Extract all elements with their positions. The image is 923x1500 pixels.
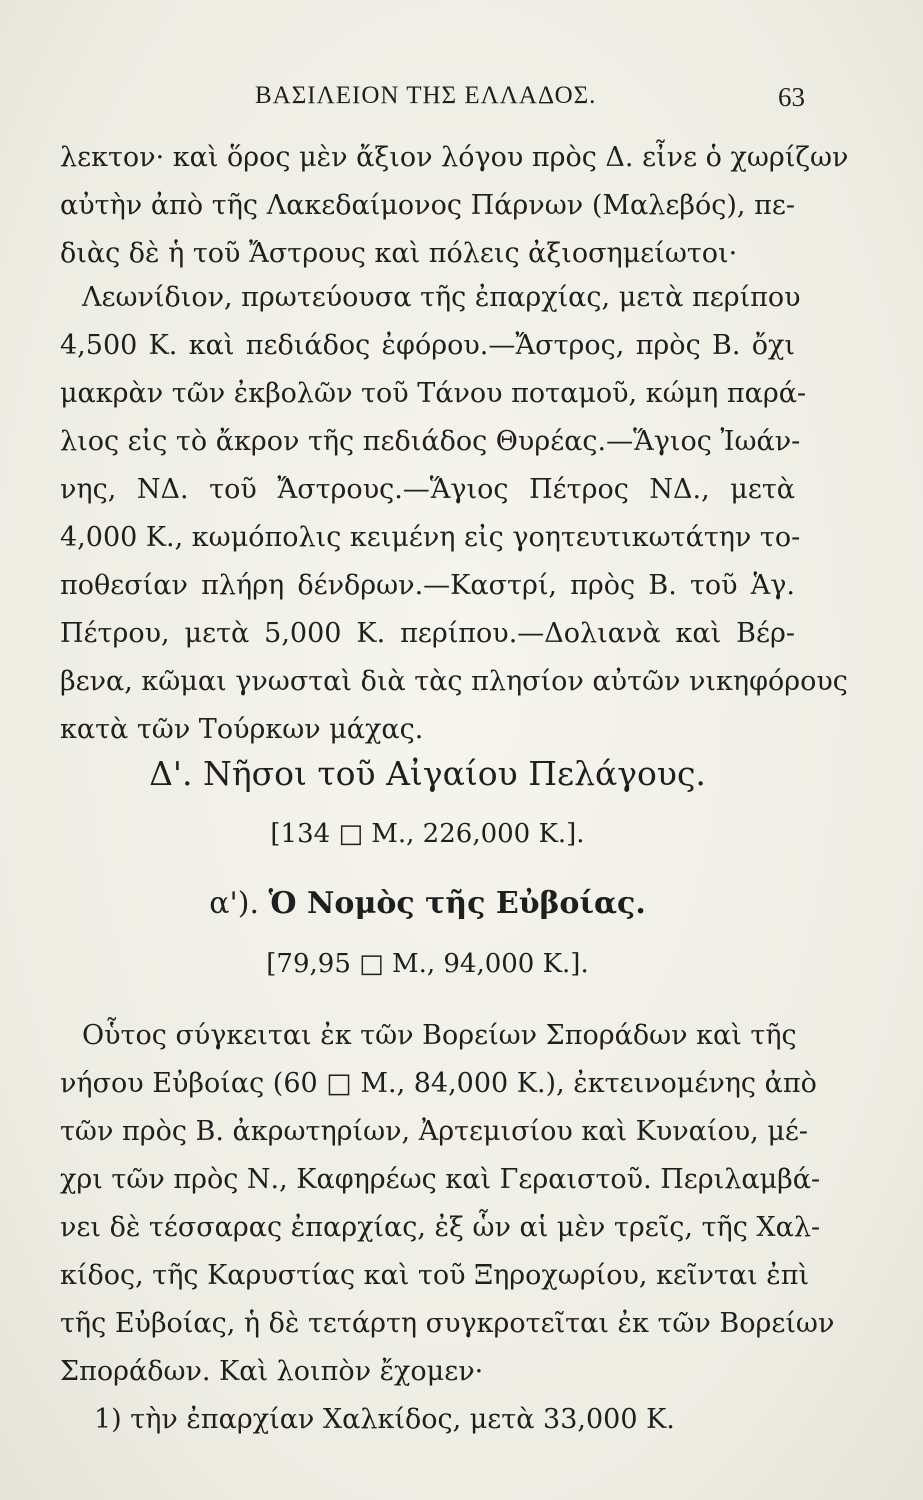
- text-line: 4,500 Κ. καὶ πεδιάδος ἐφόρου.—Ἄστρος, πρὸς Β. ὄχι: [60, 330, 795, 361]
- text-line: νης, ΝΔ. τοῦ Ἄστρους.—Ἅγιος Πέτρος ΝΔ., μετὰ: [60, 474, 795, 505]
- text-line: αὐτὴν ἀπὸ τῆς Λακεδαίμονος Πάρνων (Μαλεβός), πε-: [60, 190, 795, 221]
- page-header: [60, 82, 805, 122]
- text-line: Λεωνίδιον, πρωτεύουσα τῆς ἐπαρχίας, μετὰ περίπου: [82, 282, 801, 313]
- subsection-heading-block: [60, 872, 795, 992]
- section-title: Δ'. Νῆσοι τοῦ Αἰγαίου Πελάγους.: [149, 754, 706, 793]
- paragraph-parnon: [60, 134, 849, 278]
- page-number: 63: [778, 82, 805, 112]
- text-line: Πέτρου, μετὰ 5,000 Κ. περίπου.—Δολιανὰ καὶ Βέρ-: [60, 618, 795, 649]
- paragraph-euboea: [60, 1012, 835, 1396]
- subsection-stats: [79,95 □ Μ., 94,000 Κ.].: [266, 949, 589, 979]
- section-heading-block: [60, 742, 795, 862]
- text-line: Σποράδων. Καὶ λοιπὸν ἔχομεν·: [60, 1356, 484, 1387]
- text-line: βενα, κῶμαι γνωσταὶ διὰ τὰς πλησίον αὐτῶν νικηφόρους: [60, 666, 848, 697]
- subsection-numeral: α').: [209, 886, 259, 921]
- text-line: χρι τῶν πρὸς Ν., Καφηρέως καὶ Γεραιστοῦ. Περιλαμβά-: [60, 1164, 821, 1195]
- text-line: τῆς Εὐβοίας, ἡ δὲ τετάρτη συγκροτεῖται ἐκ τῶν Βορείων: [60, 1308, 835, 1339]
- section-stats: [134 □ Μ., 226,000 Κ.].: [270, 819, 585, 849]
- paragraph-towns: [60, 274, 848, 754]
- text-line: νήσου Εὐβοίας (60 □ Μ., 84,000 Κ.), ἐκτεινομένης ἀπὸ: [60, 1068, 817, 1099]
- text-line: λεκτον· καὶ ὅρος μὲν ἄξιον λόγου πρὸς Δ. εἶνε ὁ χωρίζων: [60, 142, 849, 173]
- text-line: 4,000 Κ., κωμόπολις κειμένη εἰς γοητευτικωτάτην το-: [60, 522, 801, 553]
- text-line: νει δὲ τέσσαρας ἐπαρχίας, ἐξ ὧν αἱ μὲν τρεῖς, τῆς Χαλ-: [60, 1212, 821, 1243]
- text-line: λιος εἰς τὸ ἄκρον τῆς πεδιάδος Θυρέας.—Ἅγιος Ἰωάν-: [60, 426, 801, 457]
- running-title: ΒΑΣΙΛΕΙΟΝ ΤΗΣ ΕΛΛΑΔΟΣ.: [255, 82, 597, 109]
- text-line: Οὗτος σύγκειται ἐκ τῶν Βορείων Σποράδων καὶ τῆς: [82, 1020, 797, 1051]
- text-line: μακρὰν τῶν ἐκβολῶν τοῦ Τάνου ποταμοῦ, κώμη παρά-: [60, 378, 807, 409]
- text-line: ποθεσίαν πλήρη δένδρων.—Καστρί, πρὸς Β. τοῦ Ἁγ.: [60, 570, 795, 601]
- subsection-title: [60, 872, 795, 936]
- subsection-name: Ὁ Νομὸς τῆς Εὐβοίας.: [268, 886, 646, 921]
- text-line: διὰς δὲ ἡ τοῦ Ἄστρους καὶ πόλεις ἀξιοσημείωτοι·: [60, 238, 738, 269]
- list-block: [60, 1396, 795, 1444]
- text-line: τῶν πρὸς Β. ἀκρωτηρίων, Ἀρτεμισίου καὶ Κυναίου, μέ-: [60, 1116, 808, 1147]
- text-line: κίδος, τῆς Καρυστίας καὶ τοῦ Ξηροχωρίου, κεῖνται ἐπὶ: [60, 1260, 810, 1291]
- text-line: κατὰ τῶν Τούρκων μάχας.: [60, 714, 424, 745]
- list-item: 1) τὴν ἐπαρχίαν Χαλκίδος, μετὰ 33,000 Κ.: [94, 1404, 675, 1435]
